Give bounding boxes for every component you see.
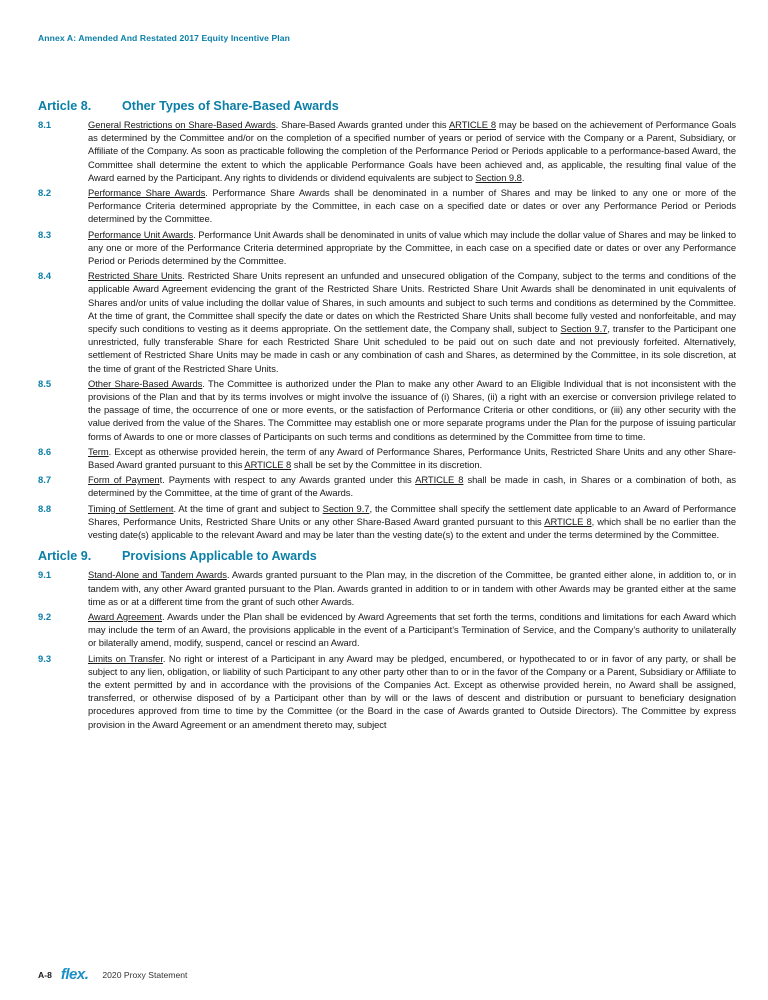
- section-text: [88, 269, 736, 375]
- section-8-2: [38, 186, 736, 226]
- section-text-run: . Share-Based Awards granted under this: [275, 119, 449, 130]
- section-text-run: , which shall be no earlier than the vesting date(s) applicable to the relevant Award and may be later than the vesting date(s) to the extent and under the terms determined by the Committee.: [88, 515, 737, 541]
- section-title: Performance Share Awards: [88, 187, 206, 199]
- section-8-7: [38, 473, 736, 499]
- section-number: 9.2: [38, 610, 52, 622]
- section-number: 8.1: [38, 119, 52, 130]
- cross-reference-link[interactable]: ARTICLE 8: [448, 119, 497, 130]
- section-text-run: . At the time of grant and subject to: [173, 502, 323, 514]
- section-8-3: [38, 228, 736, 268]
- section-text: [88, 652, 736, 731]
- section-number: 9.1: [38, 569, 52, 581]
- section-text: [88, 377, 736, 443]
- section-text: [88, 502, 736, 542]
- section-text-run: . Awards granted pursuant to the Plan may, in the discretion of the Committee, be granted either alone, in addition to, or in tandem with, any other Award granted pursuant to the Plan. Awards granted in addition to or in tandem with other Awards may be granted either at the same time as or at a different time from the grant of such other Awards.: [88, 569, 736, 607]
- running-header: Annex A: Amended And Restated 2017 Equity Incentive Plan: [38, 33, 291, 43]
- section-text: [88, 118, 736, 184]
- section-text-run: . No right or interest of a Participant in any Award may be pledged, encumbered, or hypothecated to or in favor of any party, or shall be subject to any lien, obligation, or liability of such Participant to any other party other than to or in the favor of the Company or a Parent, Subsidiary or Affiliate to the extent permitted by and in accordance with the provisions of the Companies Act. Except as otherwise provided herein, no Award shall be assigned, transferred, or otherwise disposed of by a Participant other than by will or the laws of descent and distribution or pursuant to beneficiary designation procedures approved from time to time by the Committee (or the Board in the case of Awards granted to Outside Directors). The Committee by express provision in the Award Agreement or an amendment thereto may, subject: [88, 652, 736, 730]
- article-9-sections: [38, 568, 736, 730]
- section-9-2: [38, 610, 736, 650]
- section-text-run: . Awards under the Plan shall be evidenced by Award Agreements that set forth the terms, conditions and limitations for each Award which may include the term of an Award, the provisions applicable in the event of a Participant’s Termination of Service, and the Company’s authority to unilaterally or bilaterally amend, modify, suspend, cancel or rescind an Award.: [88, 610, 737, 649]
- section-number: 8.2: [38, 187, 52, 199]
- section-title: Form of Paymen: [88, 474, 160, 486]
- cross-reference-link[interactable]: Section 9.7: [322, 502, 370, 514]
- section-text: [88, 445, 736, 471]
- page-footer: [38, 966, 187, 983]
- section-text-run: . Performance Unit Awards shall be denominated in units of value which may include the dollar value of Shares and may be linked to any one or more of the Performance Criteria determined appropriate by the Committee, in each case on a specified date or dates or over any Performance Period or Periods determined by the Committee.: [88, 228, 736, 267]
- section-9-3: [38, 652, 736, 731]
- article-8-title: Other Types of Share-Based Awards: [122, 99, 339, 113]
- section-8-6: [38, 445, 736, 471]
- article-8-sections: [38, 118, 736, 541]
- section-text-run: shall be made in cash, in Shares or a combination of both, as determined by the Committee, at the time of grant of the Awards.: [88, 474, 736, 499]
- section-title: Timing of Settlement: [88, 502, 174, 514]
- article-8-heading: [38, 99, 736, 113]
- section-text-run: .: [521, 171, 525, 183]
- section-8-4: [38, 269, 736, 375]
- section-number: 8.6: [38, 445, 52, 457]
- section-text: [88, 228, 736, 268]
- section-text-run: . Performance Share Awards shall be denominated in a number of Shares and may be linked to any one or more of the Performance Criteria determined appropriate by the Committee, in each case on a specified date or dates or over any Performance Period or Periods determined by the Committee.: [88, 187, 736, 225]
- cross-reference-link[interactable]: ARTICLE 8: [244, 459, 292, 471]
- cross-reference-link[interactable]: Section 9.8: [475, 171, 522, 183]
- section-title: Term: [88, 445, 109, 457]
- section-text-run: t. Payments with respect to any Awards granted under this: [159, 474, 416, 486]
- cross-reference-link[interactable]: ARTICLE 8: [544, 515, 592, 527]
- section-number: 9.3: [38, 652, 52, 664]
- section-title: Other Share-Based Awards: [88, 377, 203, 389]
- section-title: Award Agreement: [88, 610, 163, 622]
- section-title: Stand-Alone and Tandem Awards: [88, 569, 227, 581]
- cross-reference-link[interactable]: ARTICLE 8: [415, 474, 464, 486]
- section-title: Performance Unit Awards: [88, 228, 194, 240]
- section-8-5: [38, 377, 736, 443]
- section-text-run: may be based on the achievement of Performance Goals as determined by the Committee and/or on the completion of a specified number of years or period of service with the Company or a Parent, Subsidiary, or Affiliate of the Company. As soon as practicable following the completion of the Performance Period or Periods applicable to a performance-based Award, the Committee shall determine the extent to which the applicable Performance Goals have been achieved and, as applicable, the resulting final value of the Award earned by the Participant. Any rights to dividends or dividend equivalents are subject to: [88, 119, 736, 183]
- section-title: Limits on Transfer: [88, 652, 163, 664]
- article-9-title: Provisions Applicable to Awards: [122, 549, 317, 564]
- article-9-heading: [38, 549, 736, 563]
- section-text: [88, 568, 736, 608]
- document-body: [38, 99, 736, 733]
- section-text: [88, 473, 736, 499]
- section-number: 8.4: [38, 270, 52, 282]
- section-text-run: . Except as otherwise provided herein, the term of any Award of Performance Shares, Performance Units, Restricted Share Units and any other Share-Based Award granted pursuant to this: [88, 445, 736, 471]
- section-number: 8.3: [38, 228, 52, 240]
- section-8-8: [38, 502, 736, 542]
- section-text-run: , transfer to the Participant one unrestricted, fully transferable Share for each Restricted Share Unit scheduled to be paid out on such date and not previously forfeited. Alternatively, settlement of Restricted Share Units may be made in cash or any combination of cash and Shares, as determined by the Committee, in its sole discretion, at the time of grant of the Restricted Share Units.: [88, 323, 737, 374]
- section-number: 8.8: [38, 502, 52, 514]
- article-9-number: Article 9.: [38, 549, 92, 564]
- section-text: [88, 610, 736, 650]
- cross-reference-link[interactable]: Section 9.7: [560, 323, 608, 335]
- section-text-run: . The Committee is authorized under the Plan to make any other Award to an Eligible Individual that is not inconsistent with the provisions of the Plan and that by its terms involves or might involve the issuance of (i) Shares, (ii) a right with an exercise or conversion privilege related to the passage of time, the occurrence of one or more events, or the satisfaction of Performance Criteria or other conditions, or (iii) any other security with the value derived from the value of the Shares. The Committee may establish one or more separate programs under the Plan for the purpose of issuing particular forms of Awards to one or more classes of Participants on such terms and conditions as determined by the Committee from time to time.: [88, 377, 736, 442]
- page-number: A-8: [38, 969, 52, 980]
- section-text-run: shall be set by the Committee in its discretion.: [291, 459, 483, 471]
- section-text-run: . Restricted Share Units represent an unfunded and unsecured obligation of the Company, subject to the terms and conditions of the applicable Award Agreement evidencing the grant of the Restricted Share Units. Restricted Share Unit Awards shall be denominated in unit equivalents of Shares and/or units of value including the dollar value of Shares, in such amounts and subject to such terms and conditions as determined by the Committee. At the time of grant, the Committee shall specify the date or dates on which the Restricted Share Units shall become fully vested and nonforfeitable, and may specify such conditions to vesting as it deems appropriate. On the settlement date, the Company shall, subject to: [88, 270, 736, 335]
- section-title: General Restrictions on Share-Based Awards: [88, 119, 276, 130]
- section-number: 8.5: [38, 377, 52, 389]
- section-title: Restricted Share Units: [88, 270, 182, 282]
- flex-logo: flex.: [60, 966, 89, 983]
- section-text-run: , the Committee shall specify the settlement date applicable to an Award of Performance Shares, Performance Units, Restricted Share Units or any other Share-Based Award granted pursuant to this: [88, 502, 736, 527]
- section-text: [88, 186, 736, 226]
- section-8-1: [38, 118, 736, 184]
- section-9-1: [38, 568, 736, 608]
- footer-document-title: 2020 Proxy Statement: [102, 969, 188, 980]
- section-number: 8.7: [38, 474, 52, 486]
- article-8-number: Article 8.: [38, 99, 92, 113]
